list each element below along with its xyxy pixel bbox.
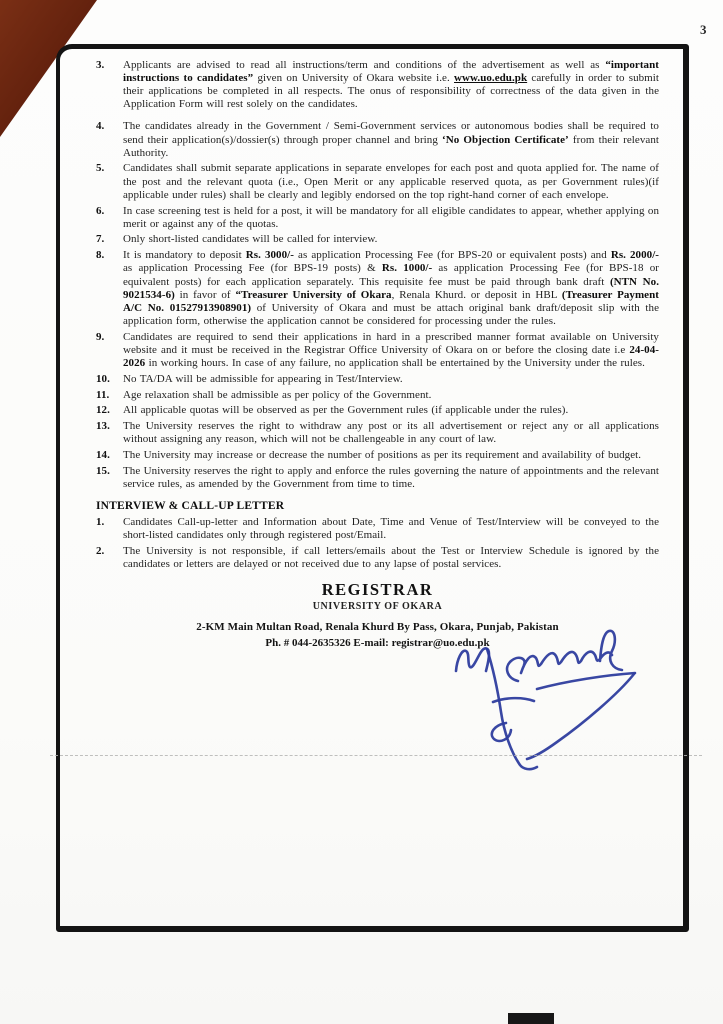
text-segment: , Renala Khurd. or deposit in HBL: [391, 288, 562, 301]
text-segment: The University reserves the right to apply and enforce the rules governing the nature of appointments and the relevant service rules, as amended by the Government from time to time.: [123, 464, 659, 490]
text-segment: Candidates Call-up-letter and Information about Date, Time and Venue of Test/Interview will be conveyed to the short-listed candidates only through registered post/Email.: [123, 516, 659, 542]
text-segment: Rs. 1000/-: [381, 262, 433, 275]
item-number: 9.: [96, 330, 105, 343]
address-line: 2-KM Main Multan Road, Renala Khurd By Pass, Okara, Punjab, Pakistan: [196, 621, 559, 634]
text-segment: In case screening test is held for a post, it will be mandatory for all eligible candidates to appear, whether applying on merit or against any of the quotas.: [123, 204, 660, 230]
item-number: 2.: [96, 545, 105, 557]
text-segment: given on University of Okara website i.e.: [253, 71, 455, 84]
item-number: 8.: [96, 249, 105, 262]
item-number: 14.: [96, 448, 110, 461]
instruction-item: [96, 373, 659, 386]
text-segment: (Treasurer Payment A/C No. 01527913908901): [123, 288, 659, 314]
interview-list: [96, 516, 659, 571]
text-segment: in working hours. In case of any failure, no application shall be entertained by the University under the rules.: [145, 357, 645, 370]
bottom-black-bar: [508, 1013, 554, 1024]
instruction-item: [96, 249, 659, 328]
instruction-item: [96, 449, 659, 462]
text-segment: The candidates already in the Government / Semi-Government services or autonomous bodies shall be required to send their application(s)/dossier(s) through proper channel and bring: [123, 120, 659, 146]
text-segment: www.uo.edu.pk: [454, 71, 528, 84]
instruction-item: [96, 233, 659, 246]
item-number: 15.: [96, 464, 110, 477]
text-segment: Applicants are advised to read all instructions/term and conditions of the advertisement as well as: [123, 58, 606, 71]
fold-crease-line: [50, 755, 702, 756]
text-segment: Age relaxation shall be admissible as per policy of the Government.: [123, 388, 432, 401]
text-segment: from their relevant Authority.: [123, 133, 659, 159]
instruction-item: [96, 120, 659, 160]
text-segment: Rs. 3000/-: [245, 249, 294, 262]
university-name: UNIVERSITY OF OKARA: [312, 601, 443, 613]
text-segment: The University reserves the right to withdraw any post or its all advertisement or reject any or all applications without assigning any reason, which will not be challengeable in any court of law.: [123, 420, 659, 446]
instruction-item: [96, 404, 659, 417]
instruction-item: [96, 331, 659, 371]
item-number: 10.: [96, 372, 110, 385]
text-segment: All applicable quotas will be observed as per the Government rules (if applicable under the rules).: [123, 404, 569, 417]
text-segment: Rs. 2000/-: [610, 249, 660, 262]
item-number: 6.: [96, 204, 105, 217]
item-number: 12.: [96, 404, 110, 417]
text-segment: carefully in order to submit their applications be completed in all respects. The onus of responsibility of correctness of the data given in the Application Form will rest solely on the candidates.: [123, 71, 660, 111]
text-segment: of University of Okara and must be attach original bank draft/deposit slip with the application form, otherwise the application cannot be considered for processing under the rules.: [123, 301, 659, 328]
instruction-item: [96, 516, 659, 542]
text-segment: as application Processing Fee (for BPS-19 posts) &: [123, 262, 382, 275]
item-number: 3.: [96, 58, 105, 71]
item-number: 4.: [96, 120, 105, 133]
instruction-item: [96, 205, 659, 231]
text-segment: (NTN No. 9021534-6): [123, 275, 659, 301]
text-segment: in favor of: [174, 288, 236, 301]
instruction-item: [96, 389, 659, 402]
text-segment: Only short-listed candidates will be called for interview.: [123, 233, 378, 246]
text-segment: Candidates shall submit separate applications in separate envelopes for each post and quota applied for. The name of the post and the relevant quota (i.e., Open Merit or any applicable reserved quota, as per Government rules)(if applicable under rules) shall be clearly and legibly endorsed on the top right-hand corner of each envelope.: [123, 162, 659, 201]
instructions-list: [96, 59, 659, 492]
signature-block: [96, 580, 659, 649]
item-number: 1.: [96, 516, 105, 529]
instruction-item: [96, 59, 659, 112]
item-number: 11.: [96, 388, 110, 401]
item-number: 7.: [96, 233, 105, 246]
instruction-item: [96, 465, 659, 491]
instruction-item: [96, 420, 659, 446]
text-segment: ‘No Objection Certificate’: [442, 133, 569, 146]
text-segment: “important instructions to candidates”: [123, 58, 659, 84]
text-segment: No TA/DA will be admissible for appearing in Test/Interview.: [123, 372, 403, 385]
instruction-item: [96, 545, 659, 571]
interview-section-heading: INTERVIEW & CALL-UP LETTER: [96, 500, 285, 513]
text-segment: “Treasurer University of Okara: [235, 288, 392, 301]
text-segment: The University may increase or decrease the number of positions as per its requirement and availability of budget.: [123, 448, 642, 461]
item-number: 5.: [96, 162, 105, 175]
text-segment: as application Processing Fee (for BPS-20 or equivalent posts) and: [293, 249, 611, 262]
registrar-title: REGISTRAR: [321, 580, 434, 600]
text-segment: It is mandatory to deposit: [123, 249, 246, 262]
text-segment: The University is not responsible, if call letters/emails about the Test or Interview Schedule is ignored by the candidates or letters are delayed or not received due to any lapse of postal services.: [123, 545, 659, 571]
text-segment: as application Processing Fee (for BPS-18 or equivalent posts) for each application separately. This requisite fee must be paid through bank draft: [123, 262, 659, 288]
text-segment: Candidates are required to send their applications in hard in a prescribed manner format available on University website and it must be received in the Registrar Office University of Okara on or before the closing date i.e: [123, 330, 659, 357]
phone-email-line: Ph. # 044-2635326 E-mail: registrar@uo.edu.pk: [265, 637, 490, 650]
item-number: 13.: [96, 420, 110, 433]
instruction-item: [96, 162, 659, 202]
document-border-frame: [56, 44, 689, 932]
text-segment: 24-04-2026: [123, 344, 659, 370]
page-number: 3: [700, 22, 707, 37]
